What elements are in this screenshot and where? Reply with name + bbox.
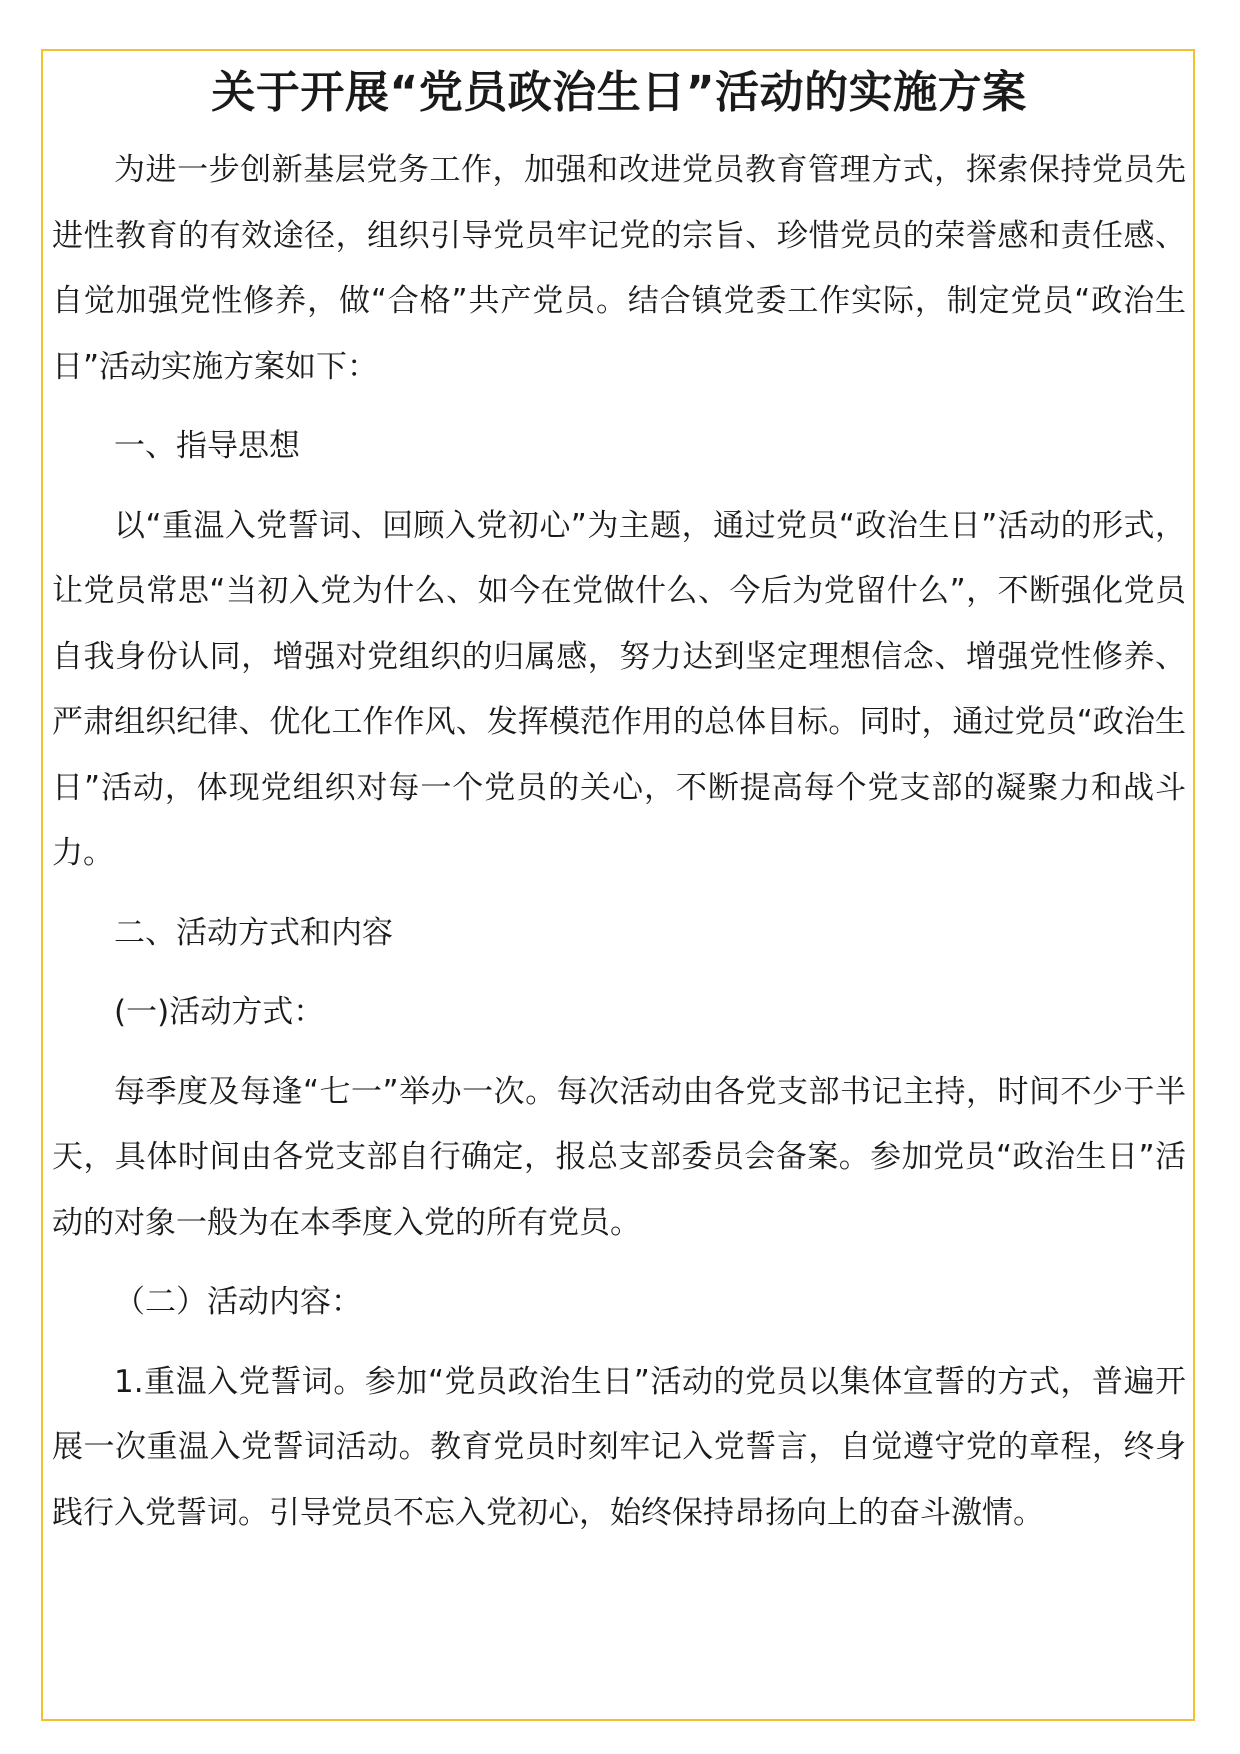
section-heading-activity: 二、活动方式和内容 — [114, 914, 393, 951]
document-title: 关于开展“党员政治生日”活动的实施方案 — [211, 67, 1027, 118]
intro-paragraph: 为进一步创新基层党务工作，加强和改进党员教育管理方式，探索保持党员先进性教育的有效途径，组织引导党员牢记党的宗旨、珍惜党员的荣誉感和责任感、自觉加强党性修养，做“合格”共产党员。结合镇党委工作实际，制定党员“政治生日”活动实施方案如下： — [52, 152, 1186, 385]
document-body — [52, 60, 1186, 1546]
activity-method-paragraph: 每季度及每逢“七一”举办一次。每次活动由各党支部书记主持，时间不少于半天，具体时间由各党支部自行确定，报总支部委员会备案。参加党员“政治生日”活动的对象一般为在本季度入党的所有党员。 — [52, 1073, 1186, 1241]
subheading-activity-content: （二）活动内容： — [114, 1284, 362, 1320]
guiding-ideology-paragraph: 以“重温入党誓词、回顾入党初心”为主题，通过党员“政治生日”活动的形式，让党员常思“当初入党为什么、如今在党做什么、今后为党留什么”，不断强化党员自我身份认同，增强对党组织的归属感，努力达到坚定理想信念、增强党性修养、严肃组织纪律、优化工作作风、发挥模范作用的总体目标。同时，通过党员“政治生日”活动，体现党组织对每一个党员的关心，不断提高每个党支部的凝聚力和战斗力。 — [52, 507, 1186, 871]
activity-content-paragraph: 1.重温入党誓词。参加“党员政治生日”活动的党员以集体宣誓的方式，普遍开展一次重温入党誓词活动。教育党员时刻牢记入党誓言，自觉遵守党的章程，终身践行入党誓词。引导党员不忘入党初心，始终保持昂扬向上的奋斗激情。 — [52, 1363, 1186, 1531]
section-heading-guiding-ideology: 一、指导思想 — [114, 428, 300, 464]
subheading-activity-method: (一)活动方式： — [114, 994, 325, 1030]
